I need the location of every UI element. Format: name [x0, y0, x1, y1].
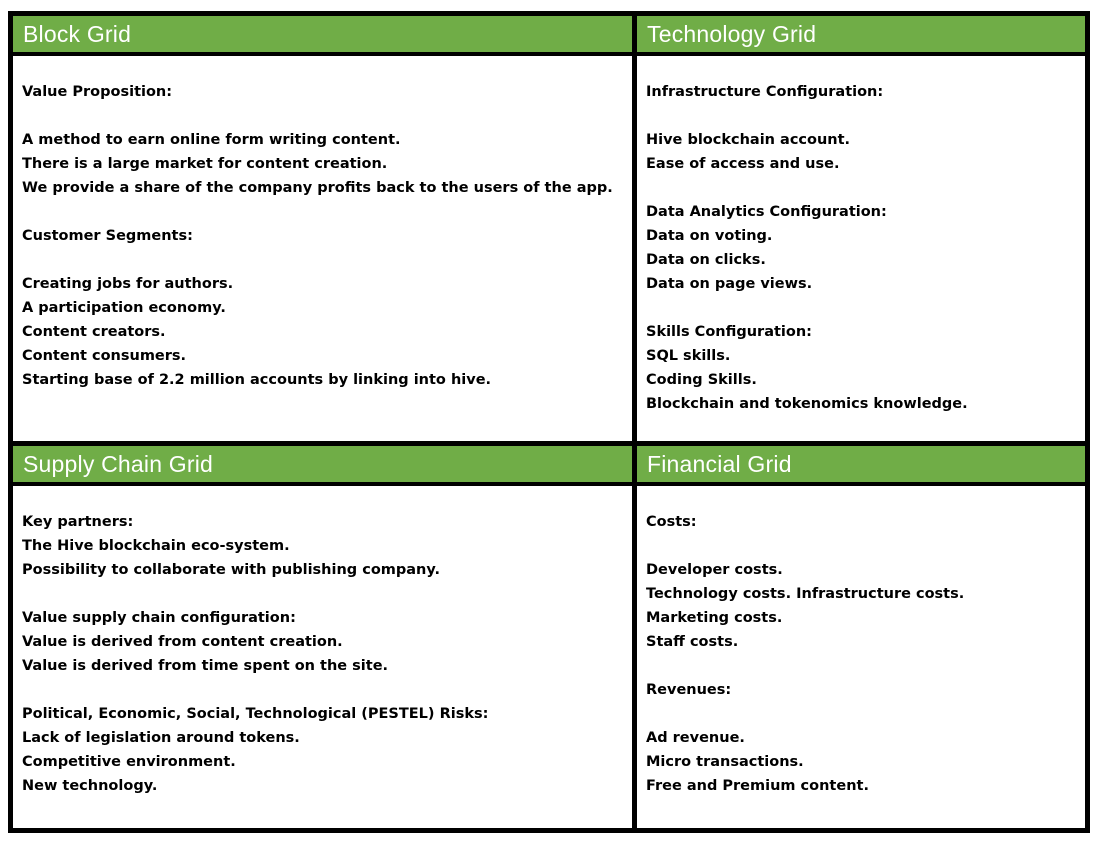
text-line: Skills Configuration: — [646, 324, 812, 340]
text-line: Ad revenue. — [646, 730, 745, 746]
text-line: Data on voting. — [646, 228, 773, 244]
text-line: Starting base of 2.2 million accounts by linking into hive. — [22, 372, 492, 388]
text-line: Value Proposition: — [22, 84, 173, 100]
blank-line — [646, 176, 1085, 200]
text-line: Value supply chain configuration: — [22, 610, 296, 626]
text-line: Free and Premium content. — [646, 778, 869, 794]
text-line: Hive blockchain account. — [646, 132, 851, 148]
financial-grid-cell — [637, 446, 1085, 828]
blank-line — [22, 582, 632, 606]
text-line: Infrastructure Configuration: — [646, 84, 884, 100]
business-model-grid — [8, 11, 1090, 833]
text-line: Staff costs. — [646, 634, 739, 650]
text-line: A participation economy. — [22, 300, 226, 316]
blank-line — [22, 678, 632, 702]
text-line: Micro transactions. — [646, 754, 804, 770]
text-line: The Hive blockchain eco-system. — [22, 538, 290, 554]
text-line: Value is derived from content creation. — [22, 634, 343, 650]
text-line: Value is derived from time spent on the site. — [22, 658, 389, 674]
text-line: Technology costs. Infrastructure costs. — [646, 586, 965, 602]
text-line: Content consumers. — [22, 348, 187, 364]
blank-line — [646, 702, 1085, 726]
text-line: There is a large market for content creation. — [22, 156, 388, 172]
text-line: Possibility to collaborate with publishing company. — [22, 562, 441, 578]
text-line: SQL skills. — [646, 348, 731, 364]
text-line: Coding Skills. — [646, 372, 757, 388]
block-grid-cell — [13, 16, 632, 441]
financial-grid-header: Financial Grid — [637, 446, 1085, 486]
financial-grid-body — [637, 486, 1085, 798]
blank-line — [646, 654, 1085, 678]
technology-grid-cell — [637, 16, 1085, 441]
text-line: Creating jobs for authors. — [22, 276, 234, 292]
supply-chain-grid-cell — [13, 446, 632, 828]
text-line: Ease of access and use. — [646, 156, 840, 172]
text-line: New technology. — [22, 778, 158, 794]
text-line: Data Analytics Configuration: — [646, 204, 887, 220]
text-line: Data on clicks. — [646, 252, 766, 268]
blank-line — [646, 296, 1085, 320]
text-line: Competitive environment. — [22, 754, 236, 770]
technology-grid-header: Technology Grid — [637, 16, 1085, 56]
blank-line — [646, 534, 1085, 558]
blank-line — [22, 104, 632, 128]
text-line: Marketing costs. — [646, 610, 783, 626]
blank-line — [22, 200, 632, 224]
text-line: Lack of legislation around tokens. — [22, 730, 300, 746]
block-grid-body — [13, 56, 632, 392]
text-line: We provide a share of the company profits back to the users of the app. — [22, 180, 613, 196]
text-line: Content creators. — [22, 324, 166, 340]
supply-chain-grid-body — [13, 486, 632, 798]
text-line: Revenues: — [646, 682, 732, 698]
text-line: Costs: — [646, 514, 697, 530]
text-line: Data on page views. — [646, 276, 813, 292]
text-line: A method to earn online form writing content. — [22, 132, 401, 148]
text-line: Political, Economic, Social, Technological (PESTEL) Risks: — [22, 706, 489, 722]
text-line: Developer costs. — [646, 562, 783, 578]
block-grid-header: Block Grid — [13, 16, 632, 56]
technology-grid-body — [637, 56, 1085, 416]
text-line: Blockchain and tokenomics knowledge. — [646, 396, 968, 412]
text-line: Key partners: — [22, 514, 134, 530]
supply-chain-grid-header: Supply Chain Grid — [13, 446, 632, 486]
blank-line — [646, 104, 1085, 128]
blank-line — [22, 248, 632, 272]
text-line: Customer Segments: — [22, 228, 193, 244]
